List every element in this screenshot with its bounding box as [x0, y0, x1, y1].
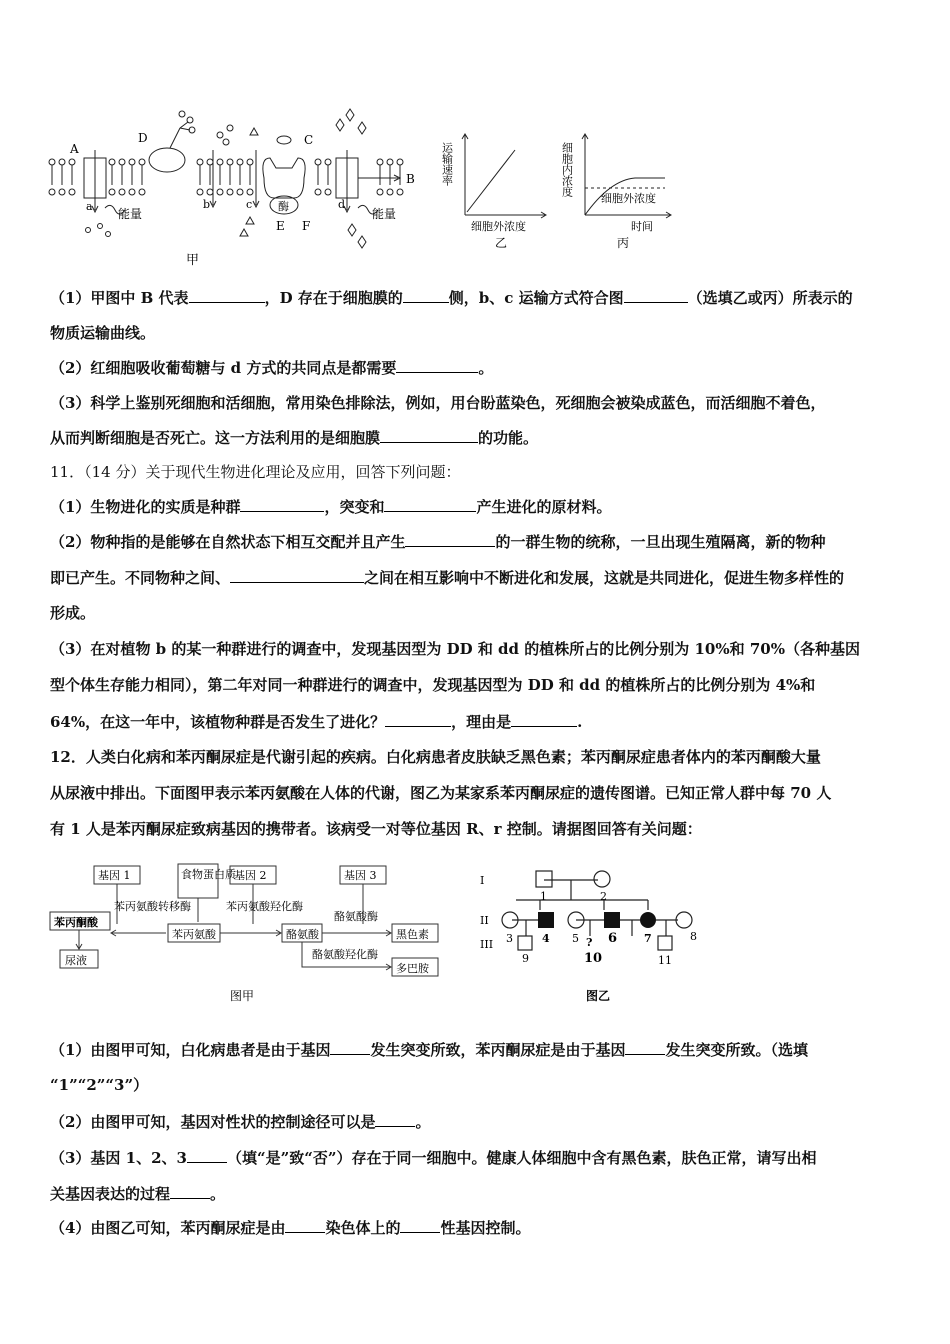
answer-blank[interactable] — [625, 1038, 665, 1055]
answer-blank[interactable] — [400, 1216, 440, 1233]
membrane-figure — [40, 100, 440, 270]
q12-line-1: 12．人类白化病和苯丙酮尿症是代谢引起的疾病。白化病患者皮肤缺乏黑色素；苯丙酮尿症患者体内的苯丙酮酸大量 — [50, 748, 821, 766]
label-F: F — [302, 219, 311, 233]
pathway-ppa: 苯丙酮酸 — [54, 916, 98, 929]
q10-line-4: （3）科学上鉴别死细胞和活细胞，常用染色排除法，例如，用台盼蓝染色，死细胞会被染成蓝色，而活细胞不着色， — [50, 394, 826, 412]
q10-line-1: （1）甲图中 B 代表 ，D 存在于细胞膜的 侧，b、c 运输方式符合图 （选填乙或丙）所表示的 — [50, 286, 910, 309]
pedigree-num-3: 3 — [506, 932, 513, 945]
label-C: C — [304, 133, 314, 147]
pathway-enzyme-transam: 苯丙氨酸转移酶 — [114, 900, 191, 913]
answer-blank[interactable] — [240, 495, 324, 512]
q12-q2-line: （2）由图甲可知，基因对性状的控制途径可以是 。 — [50, 1110, 910, 1133]
bing-legend: 细胞外浓度 — [601, 192, 656, 205]
q12-q1-line-1: （1）由图甲可知，白化病患者是由于基因 发生突变所致，苯丙酮尿症是由于基因 发生突变所致。（选填 — [50, 1038, 910, 1061]
pathway-gene2: 基因 2 — [234, 869, 267, 882]
answer-blank[interactable] — [330, 1038, 370, 1055]
pedigree-unknown-mark: ? — [586, 936, 593, 949]
answer-blank[interactable] — [403, 286, 449, 303]
pathway-phe: 苯丙氨酸 — [172, 928, 216, 941]
q11-line-7: 64%，在这一年中，该植物种群是否发生了进化？ ，理由是 . — [50, 710, 910, 733]
q11-line-1: （1）生物进化的实质是种群 ，突变和 产生进化的原材料。 — [50, 495, 910, 518]
pedigree-num-8: 8 — [690, 930, 697, 943]
label-a: a — [86, 200, 93, 213]
pedigree-num-4: 4 — [542, 932, 550, 945]
q12-q1-line-2: “1”“2”“3”） — [50, 1076, 149, 1094]
q12-q4-line: （4）由图乙可知，苯丙酮尿症是由 染色体上的 性基因控制。 — [50, 1216, 910, 1239]
q12-q3-line-2: 关基因表达的过程 。 — [50, 1182, 910, 1205]
chart-bing — [560, 130, 705, 255]
pedigree-num-6: 6 — [608, 931, 618, 946]
answer-blank[interactable] — [385, 710, 451, 727]
pedigree-gen-III: III — [480, 938, 494, 951]
pathway-dopamine: 多巴胺 — [396, 962, 429, 975]
pedigree-male-11 — [658, 936, 672, 950]
chart-yi — [440, 130, 555, 255]
caption-jia: 甲 — [186, 253, 200, 268]
pathway-food: 食物蛋白质 — [181, 868, 236, 881]
pedigree-figure — [476, 866, 716, 1011]
pedigree-num-9: 9 — [522, 952, 529, 965]
label-c: c — [246, 198, 253, 211]
pedigree-male-8-spouse — [676, 912, 692, 928]
label-E: E — [276, 219, 285, 233]
pathway-figure — [50, 858, 470, 1008]
pathway-urine: 尿液 — [65, 954, 87, 967]
q11-line-2: （2）物种指的是能够在自然状态下相互交配并且产生 的一群生物的统称，一旦出现生殖隔离，新的物种 — [50, 530, 910, 553]
pedigree-male-9 — [518, 936, 532, 950]
yi-ylabel: 运输速率 — [440, 142, 454, 186]
answer-blank[interactable] — [170, 1182, 210, 1199]
answer-blank[interactable] — [285, 1216, 325, 1233]
energy-label-1: 能量 — [118, 207, 143, 221]
bing-caption: 丙 — [617, 236, 630, 250]
q11-line-3: 即已产生。不同物种之间、 之间在相互影响中不断进化和发展，这就是共同进化，促进生物多样性的 — [50, 566, 910, 589]
yi-xlabel: 细胞外浓度 — [471, 220, 526, 233]
bing-ylabel: 细胞内浓度 — [560, 142, 574, 197]
answer-blank[interactable] — [375, 1110, 415, 1127]
bing-xlabel: 时间 — [631, 220, 653, 233]
pathway-melanin: 黑色素 — [396, 928, 429, 941]
label-b: b — [203, 198, 211, 211]
q10-line-5: 从而判断细胞是否死亡。这一方法利用的是细胞膜 的功能。 — [50, 426, 910, 449]
pedigree-affected-female-7 — [640, 912, 656, 928]
pathway-enzyme-tyrhyd: 酪氨酸羟化酶 — [312, 948, 378, 961]
pedigree-affected-male-6 — [604, 912, 620, 928]
answer-blank[interactable] — [187, 1146, 227, 1163]
q11-line-4: 形成。 — [50, 604, 96, 622]
pathway-caption: 图甲 — [230, 989, 255, 1003]
answer-blank[interactable] — [396, 356, 478, 373]
q12-line-2: 从尿液中排出。下面图甲表示苯丙氨酸在人体的代谢，图乙为某家系苯丙酮尿症的遗传图谱。已知正常人群中每 70 人 — [50, 784, 832, 802]
pedigree-gen-I: I — [480, 874, 485, 887]
pedigree-gen-II: II — [480, 914, 489, 927]
enzyme-label: 酶 — [278, 200, 289, 213]
q12-q3-line-1: （3）基因 1、2、3 （填“是”致“否”）存在于同一细胞中。健康人体细胞中含有黑色素，肤色正常，请写出相 — [50, 1146, 910, 1169]
answer-blank[interactable] — [405, 530, 495, 547]
q10-line-2: 物质运输曲线。 — [50, 324, 156, 342]
pathway-tyr: 酪氨酸 — [286, 928, 319, 941]
pedigree-female-2 — [594, 871, 610, 887]
membrane-diagram — [40, 100, 440, 270]
pathway-gene3: 基因 3 — [344, 869, 377, 882]
pathway-enzyme-hydrox: 苯丙氨酸羟化酶 — [226, 900, 303, 913]
label-d: d — [338, 198, 346, 211]
answer-blank[interactable] — [384, 495, 476, 512]
label-B: B — [406, 172, 415, 186]
answer-blank[interactable] — [380, 426, 478, 443]
pathway-gene1: 基因 1 — [98, 869, 131, 882]
pedigree-num-5: 5 — [572, 932, 579, 945]
answer-blank[interactable] — [230, 566, 364, 583]
yi-caption: 乙 — [495, 236, 508, 250]
pathway-enzyme-tyr: 酪氨酸酶 — [334, 910, 378, 923]
pedigree-num-1: 1 — [540, 890, 547, 903]
pedigree-num-7: 7 — [644, 932, 652, 945]
label-A: A — [70, 142, 79, 156]
yi-line — [467, 150, 515, 212]
q10-line-3: （2）红细胞吸收葡萄糖与 d 方式的共同点是都需要 。 — [50, 356, 910, 379]
pedigree-affected-male-4 — [538, 912, 554, 928]
answer-blank[interactable] — [189, 286, 265, 303]
pedigree-num-10: 10 — [584, 951, 603, 966]
pedigree-num-11: 11 — [658, 954, 672, 967]
answer-blank[interactable] — [624, 286, 688, 303]
answer-blank[interactable] — [511, 710, 577, 727]
pedigree-num-2: 2 — [600, 890, 607, 903]
q12-line-3: 有 1 人是苯丙酮尿症致病基因的携带者。该病受一对等位基因 R、r 控制。请据图回答有关问题： — [50, 820, 702, 838]
q11-line-6: 型个体生存能力相同），第二年对同一种群进行的调查中，发现基因型为 DD 和 dd 的植株所占的比例分别为 4%和 — [50, 676, 816, 694]
q11-heading: 11．（14 分）关于现代生物进化理论及应用，回答下列问题： — [50, 463, 461, 481]
label-D: D — [138, 131, 148, 145]
q11-line-5: （3）在对植物 b 的某一种群进行的调查中，发现基因型为 DD 和 dd 的植株所占的比例分别为 10%和 70%（各种基因 — [50, 640, 860, 658]
energy-label-2: 能量 — [372, 207, 397, 221]
pedigree-male-1 — [536, 871, 552, 887]
pedigree-caption: 图乙 — [586, 989, 611, 1003]
